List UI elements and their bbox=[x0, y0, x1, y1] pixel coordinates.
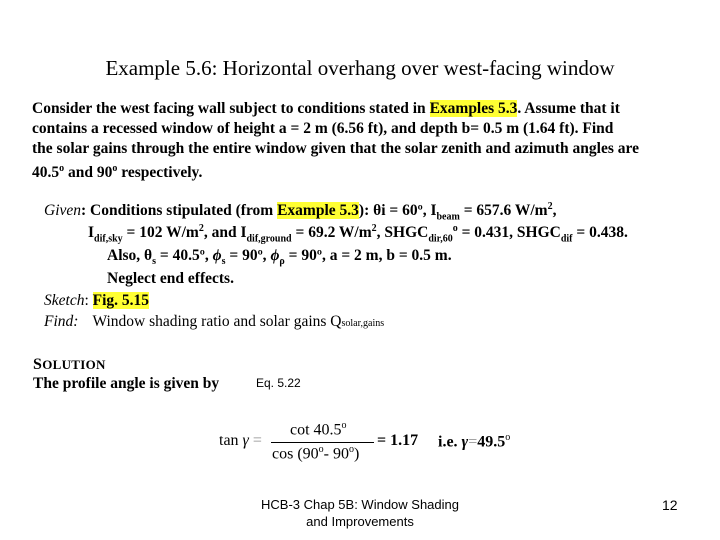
eq-tan-gamma: tan γ = bbox=[219, 432, 262, 449]
given-line-3: Also, $\theta_s$ = 40.5º, $\phi_s$ = 90º, $\phi_\rho$ = 90º, a = 2 m, b = 0.5 m. bbox=[107, 247, 452, 268]
sketch-label: Sketch bbox=[44, 292, 85, 309]
examples-5-3-link[interactable]: Examples 5.3 bbox=[429, 100, 518, 117]
equation-reference: Eq. 5.22 bbox=[256, 376, 301, 390]
sketch-line: Sketch: Fig. 5.15 bbox=[44, 292, 150, 309]
intro-line-3: the solar gains through the entire window given that the solar zenith and azimuth angles are bbox=[32, 140, 639, 157]
fig-5-15-link[interactable]: Fig. 5.15 bbox=[92, 292, 150, 309]
intro-line-4: 40.5$^o$ and 90$^o$ respectively. bbox=[32, 163, 203, 182]
intro-line-2: contains a recessed window of height a = 2 m (6.56 ft), and depth b= 0.5 m (1.64 ft). Find bbox=[32, 120, 614, 137]
given-line-2: $I_{dif,sky} = 102$ $W/m^2$, and $I_{dif,ground} = 69.2$ $W/m^2$, $SHGC_{dir,60}^o = 0.431$, $SHGC_{dif} = 0.438$. bbox=[88, 223, 628, 245]
slide-title: Example 5.6: Horizontal overhang over west-facing window bbox=[105, 56, 615, 80]
given-label: Given bbox=[44, 202, 82, 220]
eq-numerator: cot 40.5$^o$ bbox=[290, 420, 347, 439]
find-label: Find: bbox=[44, 313, 79, 330]
find-line: Find: Window shading ratio and solar gains Qsolar,gains bbox=[44, 313, 385, 330]
solution-text: The profile angle is given by bbox=[33, 375, 220, 392]
intro-line-1: Consider the west facing wall subject to conditions stated in Examples 5.3. Assume that it bbox=[32, 100, 620, 117]
given-line-1: Given: Conditions stipulated (from Example 5.3): θi = 60º, $I_{beam} = 657.6$ $W/m^2$, bbox=[44, 201, 557, 223]
solution-heading: SOLUTION bbox=[33, 356, 106, 373]
given-line-4: Neglect end effects. bbox=[107, 270, 234, 287]
example-5-3-link[interactable]: Example 5.3 bbox=[277, 202, 359, 220]
eq-result: = 1.17 bbox=[377, 432, 419, 449]
eq-ie: i.e. $\gamma=49.5^o$ bbox=[438, 432, 511, 451]
fraction-bar bbox=[271, 442, 374, 443]
page-number: 12 bbox=[662, 497, 678, 513]
footer-text: HCB-3 Chap 5B: Window Shading and Improvements bbox=[261, 497, 459, 529]
eq-denominator: cos (90$^o$- 90$^o$) bbox=[272, 444, 360, 463]
